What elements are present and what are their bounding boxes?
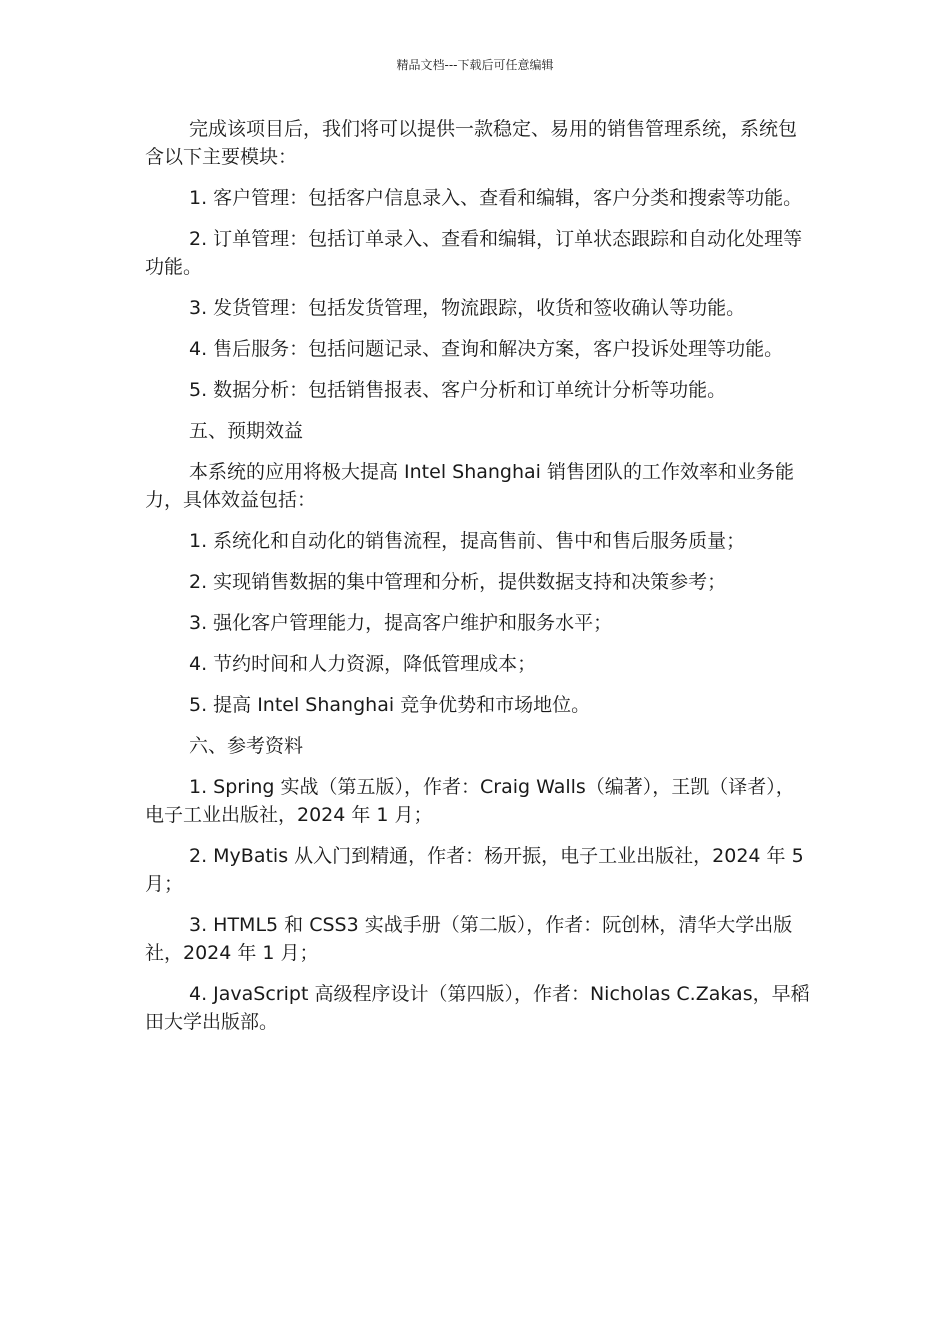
list-item-benefit-1: 1. 系统化和自动化的销售流程，提高售前、售中和售后服务质量；: [189, 530, 746, 552]
page-header: 精品文档---下载后可任意编辑: [396, 58, 554, 72]
reference-item-3: 3. HTML5 和 CSS3 实战手册（第二版），作者：阮创林，清华大学出版社，2024 年 1 月；: [145, 914, 793, 964]
section-heading-expected-benefits: 五、预期效益: [189, 420, 304, 442]
section-heading-references: 六、参考资料: [189, 735, 304, 757]
paragraph-intro: 完成该项目后，我们将可以提供一款稳定、易用的销售管理系统，系统包含以下主要模块：: [145, 118, 798, 168]
list-item-customer-management: 1. 客户管理：包括客户信息录入、查看和编辑，客户分类和搜索等功能。: [189, 187, 803, 209]
document-body: [145, 115, 810, 1049]
list-item-benefit-4: 4. 节约时间和人力资源，降低管理成本；: [189, 653, 537, 675]
reference-item-2: 2. MyBatis 从入门到精通，作者：杨开振，电子工业出版社，2024 年 5 月；: [145, 845, 804, 895]
reference-item-4: 4. JavaScript 高级程序设计（第四版），作者：Nicholas C.Zakas，早稻田大学出版部。: [145, 983, 810, 1033]
list-item-order-management: 2. 订单管理：包括订单录入、查看和编辑，订单状态跟踪和自动化处理等功能。: [145, 228, 803, 278]
list-item-after-sales: 4. 售后服务：包括问题记录、查询和解决方案，客户投诉处理等功能。: [189, 338, 784, 360]
list-item-benefit-5: 5. 提高 Intel Shanghai 竞争优势和市场地位。: [189, 694, 591, 716]
list-item-benefit-3: 3. 强化客户管理能力，提高客户维护和服务水平；: [189, 612, 613, 634]
list-item-data-analysis: 5. 数据分析：包括销售报表、客户分析和订单统计分析等功能。: [189, 379, 727, 401]
list-item-shipping-management: 3. 发货管理：包括发货管理，物流跟踪，收货和签收确认等功能。: [189, 297, 746, 319]
paragraph-benefits-intro: 本系统的应用将极大提高 Intel Shanghai 销售团队的工作效率和业务能力，具体效益包括：: [145, 461, 794, 511]
reference-item-1: 1. Spring 实战（第五版），作者：Craig Walls（编著），王凯（译者），电子工业出版社，2024 年 1 月；: [145, 776, 795, 826]
list-item-benefit-2: 2. 实现销售数据的集中管理和分析，提供数据支持和决策参考；: [189, 571, 727, 593]
